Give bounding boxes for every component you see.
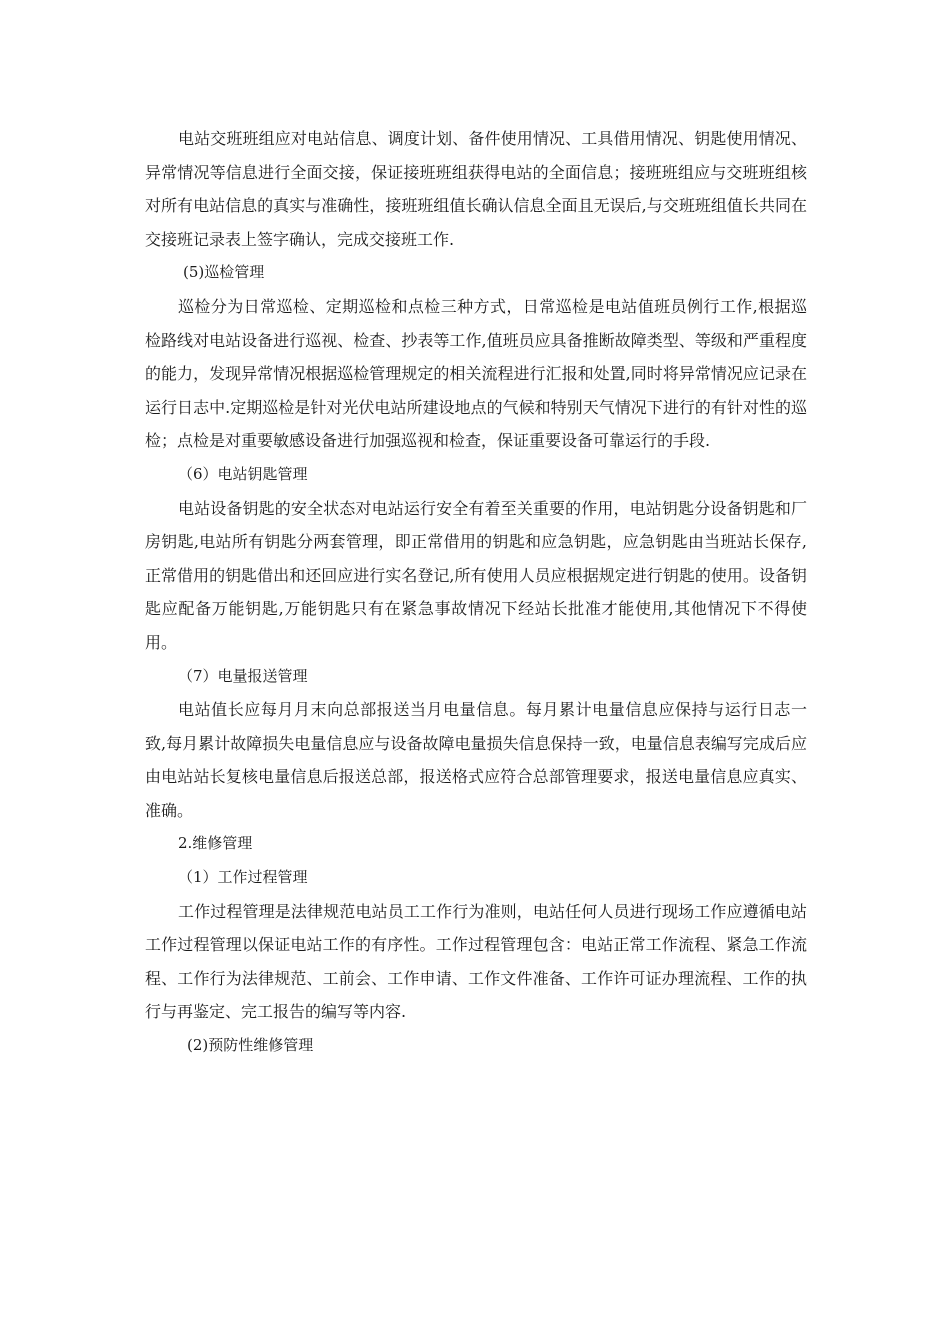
heading-preventive-maintenance: (2)预防性维修管理 [187, 1036, 314, 1055]
heading-maintenance-management: 2.维修管理 [178, 834, 253, 853]
paragraph-work-process: 工作过程管理是法律规范电站员工工作行为准则，电站任何人员进行现场工作应遵循电站工作过程管理以保证电站工作的有序性。工作过程管理包含：电站正常工作流程、紧急工作流程、工作行为法律规范、工前会、工作申请、工作文件准备、工作许可证办理流程、工作的执行与再鉴定、完工报告的编写等内容. [145, 901, 807, 1022]
paragraph-shift-handover: 电站交班班组应对电站信息、调度计划、备件使用情况、工具借用情况、钥匙使用情况、异常情况等信息进行全面交接，保证接班班组获得电站的全面信息；接班班组应与交班班组核对所有电站信息的真实与准确性，接班班组值长确认信息全面且无误后,与交班班组值长共同在交接班记录表上签字确认，完成交接班工作. [145, 129, 807, 249]
heading-inspection-management: (5)巡检管理 [183, 263, 265, 282]
paragraph-keys: 电站设备钥匙的安全状态对电站运行安全有着至关重要的作用，电站钥匙分设备钥匙和厂房钥匙,电站所有钥匙分两套管理，即正常借用的钥匙和应急钥匙，应急钥匙由当班站长保存,正常借用的钥匙借出和还回应进行实名登记,所有使用人员应根据规定进行钥匙的使用。设备钥匙应配备万能钥匙,万能钥匙只有在紧急事故情况下经站长批准才能使用,其他情况下不得使用。 [145, 498, 807, 652]
document-body [145, 122, 807, 1063]
paragraph-inspection: 巡检分为日常巡检、定期巡检和点检三种方式，日常巡检是电站值班员例行工作,根据巡检路线对电站设备进行巡视、检查、抄表等工作,值班员应具备推断故障类型、等级和严重程度的能力，发现异常情况根据巡检管理规定的相关流程进行汇报和处置,同时将异常情况应记录在运行日志中.定期巡检是针对光伏电站所建设地点的气候和特别天气情况下进行的有针对性的巡检；点检是对重要敏感设备进行加强巡视和检查，保证重要设备可靠运行的手段. [145, 296, 807, 451]
heading-work-process: （1）工作过程管理 [178, 868, 308, 887]
heading-power-reporting: （7）电量报送管理 [178, 666, 308, 685]
heading-key-management: （6）电站钥匙管理 [178, 464, 308, 483]
paragraph-power-reporting: 电站值长应每月月末向总部报送当月电量信息。每月累计电量信息应保持与运行日志一致,每月累计故障损失电量信息应与设备故障电量损失信息保持一致，电量信息表编写完成后应由电站站长复核电量信息后报送总部，报送格式应符合总部管理要求，报送电量信息应真实、准确。 [145, 700, 807, 820]
